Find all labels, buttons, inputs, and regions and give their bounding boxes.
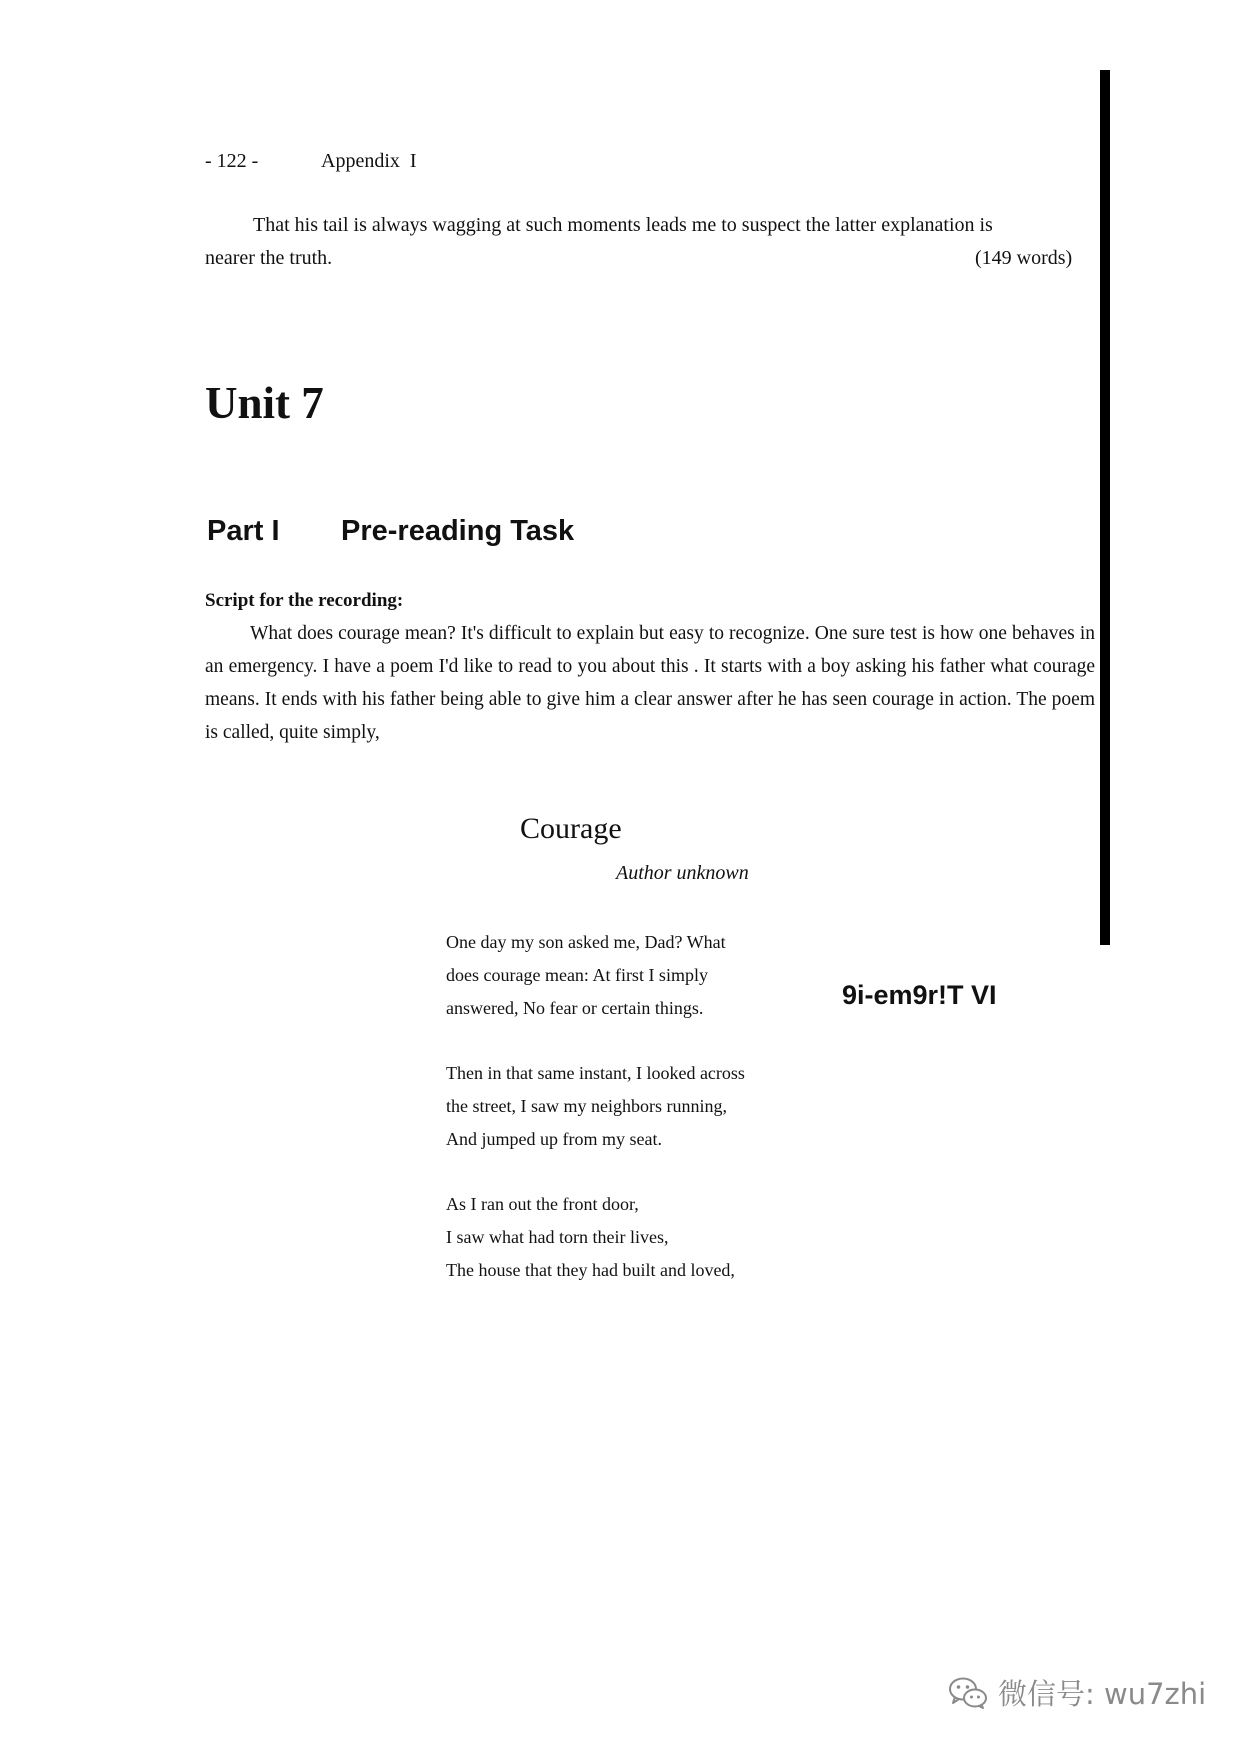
poem-stanza-2 [446,1057,745,1156]
poem-author: Author unknown [616,862,749,884]
part-number: Part I [207,515,280,547]
poem-line: Then in that same instant, I looked across [446,1063,745,1083]
poem-stanza-3 [446,1188,735,1287]
wechat-icon [948,1676,988,1710]
script-body: What does courage mean? It's difficult to explain but easy to recognize. One sure test is how one behaves in an emergency. I have a poem I'd like to read to you about this . It starts with a boy asking his father what courage means. It ends with his father being able to give him a clear answer after he has seen courage in action. The poem is called, quite simply, [205,623,1095,743]
poem-line: answered, No fear or certain things. [446,998,704,1018]
intro-text-line-2: nearer the truth. [205,247,333,269]
running-header [205,150,417,173]
section-title: Appendix I [321,150,417,172]
watermark-text: 微信号: wu7zhi [998,1677,1207,1711]
poem-line: I saw what had torn their lives, [446,1227,669,1247]
poem-line: The house that they had built and loved, [446,1260,735,1280]
intro-text-line-1: That his tail is always wagging at such moments leads me to suspect the latter explanation is [253,214,993,236]
word-count: (149 words) [975,247,1073,269]
mirrored-bleed-text: 9i-em9r!T VI [842,980,997,1010]
part-heading [207,511,574,551]
page-edge-bar [1100,70,1110,945]
poem-stanza-1 [446,926,726,1025]
watermark [948,1672,1206,1713]
unit-title: Unit 7 [205,378,324,428]
poem-line: One day my son asked me, Dad? What [446,932,726,952]
poem-title: Courage [520,812,622,845]
part-title: Pre-reading Task [341,515,575,547]
page-number: - 122 - [205,150,259,172]
poem-line: does courage mean: At first I simply [446,965,708,985]
script-label: Script for the recording: [205,590,404,611]
poem-line: As I ran out the front door, [446,1194,639,1214]
poem-line: And jumped up from my seat. [446,1129,662,1149]
poem-line: the street, I saw my neighbors running, [446,1096,727,1116]
